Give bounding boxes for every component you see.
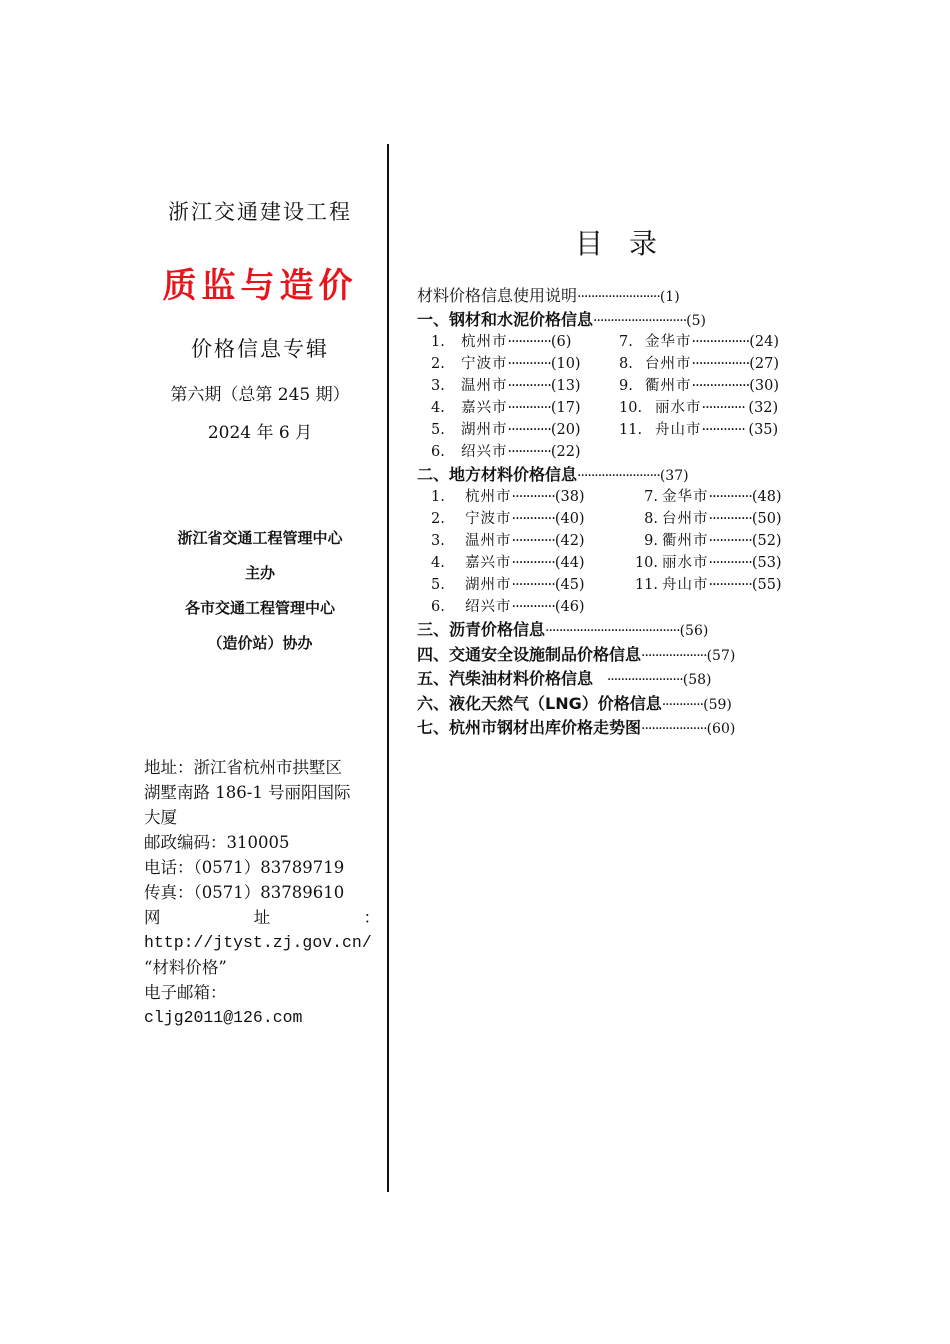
- toc-section-fuel[interactable]: 五、汽柴油材料价格信息 ······················(58): [417, 669, 712, 688]
- issue-number: 第六期（总第 245 期）: [170, 385, 350, 405]
- toc-subentry[interactable]: 11. 舟山市············ (35): [619, 422, 779, 438]
- toc-subentry[interactable]: 10. 丽水市············ (32): [619, 400, 779, 416]
- toc-subentry[interactable]: 9. 衢州市············(52): [644, 533, 782, 549]
- co-host-role: （造价站）协办: [207, 634, 313, 652]
- phone: 电话：（0571）83789719: [144, 858, 345, 877]
- toc-subentry[interactable]: 8. 台州市············(50): [644, 511, 782, 527]
- toc-subentry[interactable]: 4. 嘉兴市············(44): [431, 555, 585, 571]
- toc-subentry[interactable]: 3. 温州市············(13): [431, 378, 581, 394]
- toc-subentry[interactable]: 11. 舟山市············(55): [634, 577, 782, 593]
- address-line: 大厦: [144, 808, 177, 827]
- address-line: 地址：浙江省杭州市拱墅区: [144, 758, 342, 777]
- co-host-organization: 各市交通工程管理中心: [184, 599, 335, 617]
- host-organization: 浙江省交通工程管理中心: [177, 529, 343, 547]
- toc-entry-intro[interactable]: 材料价格信息使用说明························(1): [417, 286, 680, 305]
- toc-subentry[interactable]: 9. 衢州市················(30): [619, 378, 780, 394]
- toc-subentry[interactable]: 7. 金华市············(48): [644, 489, 782, 505]
- toc-subentry[interactable]: 3. 温州市············(42): [431, 533, 585, 549]
- toc-subentry[interactable]: 1. 杭州市············(6): [431, 334, 572, 350]
- toc-section-lng[interactable]: 六、液化天然气（LNG）价格信息············(59): [417, 694, 732, 713]
- publication-title: 浙江交通建设工程: [168, 200, 352, 224]
- toc-subentry[interactable]: 2. 宁波市············(10): [431, 356, 581, 372]
- toc-subentry[interactable]: 6. 绍兴市············(46): [431, 599, 585, 615]
- toc-section-asphalt[interactable]: 三、沥青价格信息·······································(56): [417, 620, 709, 639]
- toc-subentry[interactable]: 5. 湖州市············(20): [431, 422, 581, 438]
- postcode: 邮政编码：310005: [144, 833, 290, 852]
- publication-brand: 质监与造价: [162, 266, 358, 306]
- toc-subentry[interactable]: 4. 嘉兴市············(17): [431, 400, 581, 416]
- website-label: 网 址 ：: [144, 908, 380, 927]
- toc-subentry[interactable]: 10. 丽水市············(53): [634, 555, 782, 571]
- contact-block: [144, 755, 380, 1030]
- toc-title: 目录: [575, 227, 684, 260]
- toc-section-safety-facilities[interactable]: 四、交通安全设施制品价格信息···················(57): [417, 645, 736, 664]
- publication-subtitle: 价格信息专辑: [191, 337, 329, 361]
- toc-subentry[interactable]: 1. 杭州市············(38): [431, 489, 585, 505]
- email-link[interactable]: cljg2011@126.com: [144, 1008, 303, 1027]
- website-section: “材料价格”: [144, 958, 227, 977]
- issue-date: 2024 年 6 月: [207, 423, 313, 443]
- toc-subentry[interactable]: 5. 湖州市············(45): [431, 577, 585, 593]
- fax: 传真：（0571）83789610: [144, 883, 345, 902]
- website-link[interactable]: http://jtyst.zj.gov.cn/: [144, 933, 372, 952]
- toc-section-local-materials[interactable]: 二、地方材料价格信息························(37): [417, 465, 689, 484]
- toc-section-steel-trend-chart[interactable]: 七、杭州市钢材出库价格走势图···················(60): [417, 718, 736, 737]
- toc-subentry[interactable]: 7. 金华市················(24): [619, 334, 780, 350]
- email-label: 电子邮箱：: [144, 983, 227, 1002]
- toc-subentry[interactable]: 6. 绍兴市············(22): [431, 444, 581, 460]
- toc-subentry[interactable]: 8. 台州市················(27): [619, 356, 780, 372]
- column-divider: [387, 144, 389, 1192]
- host-role: 主办: [244, 564, 275, 582]
- toc-section-steel-cement[interactable]: 一、钢材和水泥价格信息···························(5): [417, 310, 707, 329]
- address-line: 湖墅南路 186-1 号丽阳国际: [144, 783, 351, 802]
- toc-subentry[interactable]: 2. 宁波市············(40): [431, 511, 585, 527]
